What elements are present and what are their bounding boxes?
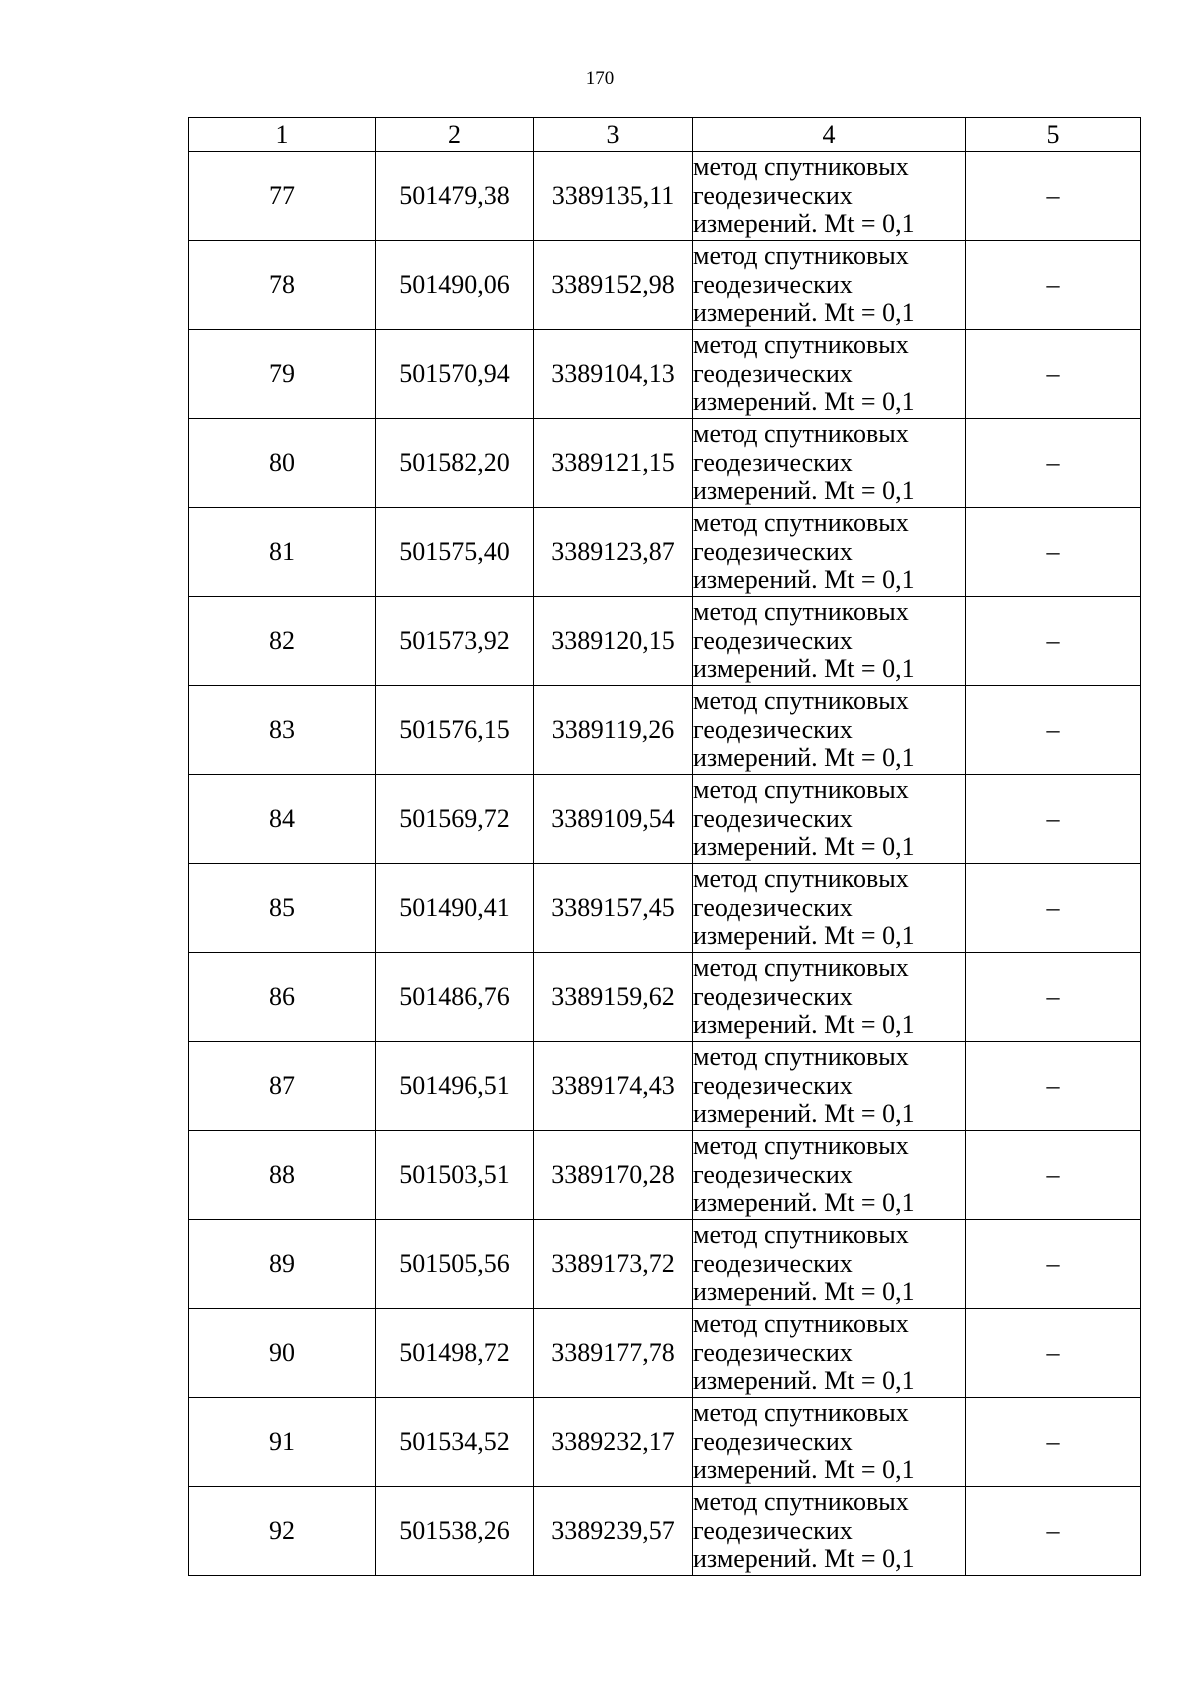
x-coordinate-cell: 501479,38: [376, 152, 534, 241]
note-cell: –: [966, 1398, 1141, 1487]
point-number-cell: 77: [189, 152, 376, 241]
x-coordinate-cell: 501582,20: [376, 419, 534, 508]
point-number-cell: 87: [189, 1042, 376, 1131]
table-row: [189, 686, 1141, 775]
x-coordinate-cell: 501570,94: [376, 330, 534, 419]
method-text-line: геодезических: [693, 447, 853, 477]
table-row: [189, 1131, 1141, 1220]
method-text-line: измерений. Mt = 0,1: [693, 209, 915, 239]
y-coordinate-cell: 3389121,15: [534, 419, 693, 508]
method-text-line: геодезических: [693, 269, 853, 299]
point-number-cell: 90: [189, 1309, 376, 1398]
table-body: [189, 152, 1141, 1576]
method-cell: [693, 1487, 966, 1576]
column-header: 1: [189, 118, 376, 152]
point-number-cell: 78: [189, 241, 376, 330]
method-text-line: измерений. Mt = 0,1: [693, 387, 915, 417]
method-text-line: метод спутниковых: [693, 1487, 909, 1517]
point-number-cell: 84: [189, 775, 376, 864]
point-number-cell: 86: [189, 953, 376, 1042]
method-text-line: геодезических: [693, 180, 853, 210]
method-text-line: измерений. Mt = 0,1: [693, 298, 915, 328]
x-coordinate-cell: 501573,92: [376, 597, 534, 686]
x-coordinate-cell: 501505,56: [376, 1220, 534, 1309]
method-cell: [693, 1131, 966, 1220]
table-row: [189, 775, 1141, 864]
table-row: [189, 1487, 1141, 1576]
method-text-line: измерений. Mt = 0,1: [693, 1544, 915, 1574]
method-text-line: измерений. Mt = 0,1: [693, 743, 915, 773]
y-coordinate-cell: 3389173,72: [534, 1220, 693, 1309]
column-header: 4: [693, 118, 966, 152]
method-text-line: геодезических: [693, 1159, 853, 1189]
x-coordinate-cell: 501569,72: [376, 775, 534, 864]
method-cell: [693, 686, 966, 775]
method-text-line: метод спутниковых: [693, 241, 909, 271]
x-coordinate-cell: 501498,72: [376, 1309, 534, 1398]
method-text-line: измерений. Mt = 0,1: [693, 1366, 915, 1396]
column-header: 3: [534, 118, 693, 152]
table-row: [189, 1309, 1141, 1398]
method-text-line: метод спутниковых: [693, 1309, 909, 1339]
method-text-line: геодезических: [693, 714, 853, 744]
method-text-line: измерений. Mt = 0,1: [693, 1099, 915, 1129]
method-cell: [693, 864, 966, 953]
table-row: [189, 419, 1141, 508]
point-number-cell: 83: [189, 686, 376, 775]
note-cell: –: [966, 241, 1141, 330]
note-cell: –: [966, 1309, 1141, 1398]
point-number-cell: 92: [189, 1487, 376, 1576]
point-number-cell: 88: [189, 1131, 376, 1220]
y-coordinate-cell: 3389135,11: [534, 152, 693, 241]
method-cell: [693, 330, 966, 419]
method-text-line: метод спутниковых: [693, 775, 909, 805]
y-coordinate-cell: 3389177,78: [534, 1309, 693, 1398]
y-coordinate-cell: 3389170,28: [534, 1131, 693, 1220]
point-number-cell: 91: [189, 1398, 376, 1487]
coordinates-table: [188, 117, 1141, 1576]
method-text-line: метод спутниковых: [693, 1042, 909, 1072]
note-cell: –: [966, 419, 1141, 508]
method-text-line: геодезических: [693, 981, 853, 1011]
column-header: 2: [376, 118, 534, 152]
table-row: [189, 864, 1141, 953]
method-cell: [693, 241, 966, 330]
method-text-line: измерений. Mt = 0,1: [693, 476, 915, 506]
method-text-line: метод спутниковых: [693, 1220, 909, 1250]
method-cell: [693, 508, 966, 597]
note-cell: –: [966, 597, 1141, 686]
note-cell: –: [966, 1042, 1141, 1131]
note-cell: –: [966, 152, 1141, 241]
method-cell: [693, 1309, 966, 1398]
note-cell: –: [966, 1220, 1141, 1309]
x-coordinate-cell: 501486,76: [376, 953, 534, 1042]
method-cell: [693, 775, 966, 864]
point-number-cell: 79: [189, 330, 376, 419]
method-cell: [693, 953, 966, 1042]
note-cell: –: [966, 330, 1141, 419]
method-text-line: геодезических: [693, 1248, 853, 1278]
method-text-line: геодезических: [693, 1337, 853, 1367]
note-cell: –: [966, 775, 1141, 864]
method-text-line: геодезических: [693, 625, 853, 655]
method-text-line: метод спутниковых: [693, 864, 909, 894]
method-text-line: метод спутниковых: [693, 597, 909, 627]
y-coordinate-cell: 3389104,13: [534, 330, 693, 419]
method-text-line: геодезических: [693, 1426, 853, 1456]
method-text-line: измерений. Mt = 0,1: [693, 1277, 915, 1307]
method-cell: [693, 152, 966, 241]
y-coordinate-cell: 3389239,57: [534, 1487, 693, 1576]
table-row: [189, 330, 1141, 419]
table-row: [189, 597, 1141, 686]
note-cell: –: [966, 1487, 1141, 1576]
y-coordinate-cell: 3389120,15: [534, 597, 693, 686]
x-coordinate-cell: 501503,51: [376, 1131, 534, 1220]
method-text-line: геодезических: [693, 1070, 853, 1100]
note-cell: –: [966, 686, 1141, 775]
method-text-line: измерений. Mt = 0,1: [693, 921, 915, 951]
x-coordinate-cell: 501576,15: [376, 686, 534, 775]
method-text-line: метод спутниковых: [693, 330, 909, 360]
point-number-cell: 80: [189, 419, 376, 508]
method-text-line: метод спутниковых: [693, 419, 909, 449]
y-coordinate-cell: 3389159,62: [534, 953, 693, 1042]
method-text-line: измерений. Mt = 0,1: [693, 654, 915, 684]
method-cell: [693, 597, 966, 686]
y-coordinate-cell: 3389174,43: [534, 1042, 693, 1131]
table-row: [189, 241, 1141, 330]
method-cell: [693, 1042, 966, 1131]
method-text-line: геодезических: [693, 803, 853, 833]
x-coordinate-cell: 501538,26: [376, 1487, 534, 1576]
table-header-row: [189, 118, 1141, 152]
method-text-line: измерений. Mt = 0,1: [693, 1010, 915, 1040]
method-text-line: метод спутниковых: [693, 953, 909, 983]
y-coordinate-cell: 3389152,98: [534, 241, 693, 330]
method-text-line: метод спутниковых: [693, 508, 909, 538]
method-cell: [693, 419, 966, 508]
point-number-cell: 82: [189, 597, 376, 686]
method-text-line: метод спутниковых: [693, 1398, 909, 1428]
note-cell: –: [966, 508, 1141, 597]
method-text-line: измерений. Mt = 0,1: [693, 1455, 915, 1485]
column-header: 5: [966, 118, 1141, 152]
page-number: 170: [585, 68, 615, 89]
x-coordinate-cell: 501575,40: [376, 508, 534, 597]
point-number-cell: 81: [189, 508, 376, 597]
note-cell: –: [966, 1131, 1141, 1220]
method-cell: [693, 1220, 966, 1309]
x-coordinate-cell: 501490,41: [376, 864, 534, 953]
method-text-line: геодезических: [693, 892, 853, 922]
method-text-line: геодезических: [693, 358, 853, 388]
x-coordinate-cell: 501496,51: [376, 1042, 534, 1131]
method-cell: [693, 1398, 966, 1487]
method-text-line: метод спутниковых: [693, 1131, 909, 1161]
y-coordinate-cell: 3389157,45: [534, 864, 693, 953]
point-number-cell: 89: [189, 1220, 376, 1309]
table-row: [189, 1220, 1141, 1309]
method-text-line: метод спутниковых: [693, 686, 909, 716]
method-text-line: метод спутниковых: [693, 152, 909, 182]
method-text-line: измерений. Mt = 0,1: [693, 565, 915, 595]
y-coordinate-cell: 3389109,54: [534, 775, 693, 864]
table-row: [189, 152, 1141, 241]
x-coordinate-cell: 501490,06: [376, 241, 534, 330]
y-coordinate-cell: 3389232,17: [534, 1398, 693, 1487]
point-number-cell: 85: [189, 864, 376, 953]
table-row: [189, 1398, 1141, 1487]
table-row: [189, 953, 1141, 1042]
method-text-line: геодезических: [693, 536, 853, 566]
method-text-line: измерений. Mt = 0,1: [693, 832, 915, 862]
y-coordinate-cell: 3389123,87: [534, 508, 693, 597]
x-coordinate-cell: 501534,52: [376, 1398, 534, 1487]
method-text-line: геодезических: [693, 1515, 853, 1545]
table-row: [189, 508, 1141, 597]
y-coordinate-cell: 3389119,26: [534, 686, 693, 775]
table-row: [189, 1042, 1141, 1131]
note-cell: –: [966, 953, 1141, 1042]
method-text-line: измерений. Mt = 0,1: [693, 1188, 915, 1218]
note-cell: –: [966, 864, 1141, 953]
